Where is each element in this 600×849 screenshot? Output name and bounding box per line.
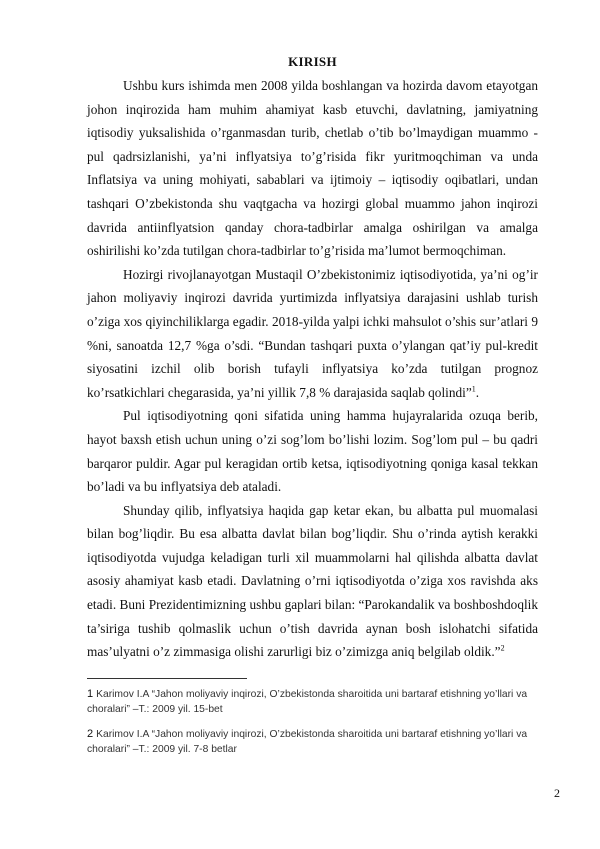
footnote-2 [87,727,538,757]
paragraph-2-text: Hozirgi rivojlanayotgan Mustaqil O’zbekistonimiz iqtisodiyotida, ya’ni og’ir jahon moliyaviy inqirozi davrida yurtimizda inflyatsiya darajasini ushlab turish o’ziga xos qiyinchiliklarga egadir. 2018-yilda yalpi ichki mahsulot o’shis sur’atlari 9 %ni, sanoatda 12,7 %ga o’sdi. “Bundan tashqari puxta o’ylangan qat’iy pul-kredit siyosatini izchil olib borish tufayli inflyatsiya ko’zda tutilgan prognoz ko’rsatkichlari chegarasida, ya’ni yillik 7,8 % darajasida saqlab qolindi” [87,266,538,400]
footnote-1 [87,687,538,717]
footnote-ref-1: 1 [471,384,476,394]
paragraph-3 [87,404,538,498]
footnote-ref-2: 2 [500,643,505,653]
footnote-1-text: Karimov I.A “Jahon moliyaviy inqirozi, O’zbekistonda sharoitida uni bartaraf etishning yo’llari va choralari” –T.: 2009 yil. 15-bet [87,688,528,715]
page-number: 2 [554,786,560,800]
paragraph-1 [87,74,538,263]
footnote-2-mark: 2 [87,727,94,740]
footnote-1-mark: 1 [87,687,94,700]
paragraph-3-text: Pul iqtisodiyotning qoni sifatida uning hamma hujayralarida ozuqa berib, hayot baxsh etish uchun uning o’zi sog’lom bo’lishi lozim. Sog’lom pul – bu qadri barqaror puldir. Agar pul keragidan ortib ketsa, iqtisodiyotning qoniga kasal tekkan bo’ladi va bu inflyatsiya deb ataladi. [87,408,538,495]
paragraph-4-text: Shunday qilib, inflyatsiya haqida gap ketar ekan, bu albatta pul muomalasi bilan bog’liqdir. Bu esa albatta davlat bilan bog’liqdir. Shu o’rinda aytish kerakki iqtisodiyotda vujudga keladigan turli xil muammolarni hal qilishda albatta davlat asosiy ahamiyat kasb etadi. Davlatning o’rni iqtisodiyotda o’ziga xos ravishda aks etadi. Buni Prezidentimizning ushbu gaplari bilan: “Parokandalik va boshboshdoqlik ta’siriga tushib qolmaslik uchun o’tish davrida aynan bosh islohatchi sifatida mas’ulyatni o’z zimmasiga olishi zarurligi biz o’zimizga aniq belgilab oldik.” [87,502,538,660]
paragraph-1-text: Ushbu kurs ishimda men 2008 yilda boshlangan va hozirda davom etayotgan johon inqirozida ham muhim ahamiyat kasb etuvchi, davlatning, jamiyatning iqtisodiy yuksalishida o’rganmasdan turib, chetlab o’tib bo’lmaydigan muammo - pul qadrsizlanishi, ya’ni inflyatsiya to’g’risida fikr yuritmoqchiman va unda Inflatsiya va uning mohiyati, sabablari va ijtimoiy – iqtisodiy oqibatlari, undan tashqari O’zbekistonda shu vaqtgacha va hozirgi global muammo jahon inqirozi davrida antiinflyatsion qanday chora-tadbirlar amalga oshirilgan va amalga oshirilishi ko’zda tutilgan chora-tadbirlar to’g’risida ma’lumot bermoqchiman. [87,78,538,259]
footnote-divider [87,678,247,679]
footnote-2-text: Karimov I.A “Jahon moliyaviy inqirozi, O’zbekistonda sharoitida uni bartaraf etishning yo’llari va choralari” –T.: 2009 yil. 7-8 betlar [87,728,528,755]
paragraph-4 [87,499,538,664]
paragraph-2: Hozirgi rivojlanayotgan Mustaqil O’zbekistonimiz iqtisodiyotida, ya’ni og’ir jahon moliyaviy inqirozi davrida yurtimizda inflyatsiya darajasini ushlab turish o’ziga xos qiyinchiliklarga egadir. 2018-yilda yalpi ichki mahsulot o’shis sur’atlari 9 %ni, sanoatda 12,7 %ga o’sdi. “Bundan tashqari puxta o’ylangan qat’iy pul-kredit siyosatini izchil olib borish tufayli inflyatsiya ko’zda tutilgan prognoz ko’rsatkichlari chegarasida, ya’ni yillik 7,8 % darajasida saqlab qolindi”$^1$. [87,266,538,400]
section-title: KIRISH [288,54,337,69]
